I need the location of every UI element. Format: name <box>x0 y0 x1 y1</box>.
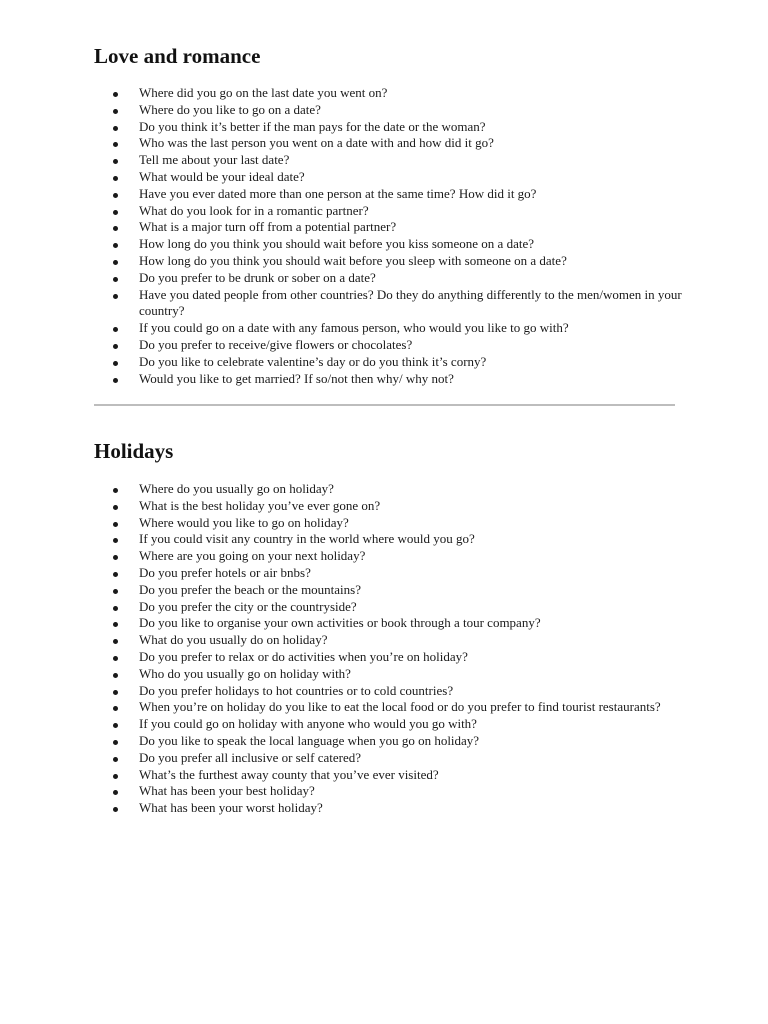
bullet-icon <box>113 656 118 661</box>
list-item <box>94 85 684 102</box>
list-item <box>94 649 684 666</box>
list-item <box>94 186 684 203</box>
list-item <box>94 800 684 817</box>
list-item <box>94 565 684 582</box>
question-text: How long do you think you should wait before you sleep with someone on a date? <box>139 252 567 268</box>
holidays-section <box>94 438 684 817</box>
bullet-icon <box>113 622 118 627</box>
bullet-icon <box>113 740 118 745</box>
question-text: If you could visit any country in the world where would you go? <box>139 531 475 547</box>
question-text: What do you usually do on holiday? <box>139 632 328 648</box>
bullet-icon <box>113 589 118 594</box>
question-text: Do you prefer all inclusive or self catered? <box>139 749 361 765</box>
question-text: Tell me about your last date? <box>139 152 290 168</box>
list-item <box>94 481 684 498</box>
question-text: Where did you go on the last date you went on? <box>139 85 388 100</box>
list-item <box>94 699 684 716</box>
question-text: Do you prefer the city or the countryside? <box>139 598 357 614</box>
question-text: If you could go on holiday with anyone who would you go with? <box>139 716 477 732</box>
list-item <box>94 337 684 354</box>
question-text: What would be your ideal date? <box>139 168 305 184</box>
list-item <box>94 750 684 767</box>
bullet-icon <box>113 126 118 131</box>
question-text: What is a major turn off from a potential partner? <box>139 219 397 235</box>
question-text: Do you prefer to be drunk or sober on a date? <box>139 269 376 285</box>
list-item <box>94 270 684 287</box>
list-item <box>94 320 684 337</box>
question-text: Do you prefer to receive/give flowers or chocolates? <box>139 336 413 352</box>
bullet-icon <box>113 378 118 383</box>
question-text: Would you like to get married? If so/not then why/ why not? <box>139 370 454 386</box>
question-list <box>94 481 684 817</box>
question-text: Do you think it’s better if the man pays for the date or the woman? <box>139 118 486 134</box>
list-item <box>94 733 684 750</box>
section-heading: Love and romance <box>94 44 261 68</box>
bullet-icon <box>113 142 118 147</box>
bullet-icon <box>113 522 118 527</box>
list-item <box>94 515 684 532</box>
list-item <box>94 102 684 119</box>
list-item <box>94 203 684 220</box>
bullet-icon <box>113 639 118 644</box>
bullet-icon <box>113 538 118 543</box>
question-text: When you’re on holiday do you like to eat the local food or do you prefer to find tourist restaurants? <box>139 699 661 715</box>
question-list <box>94 85 684 387</box>
question-text: Where do you like to go on a date? <box>139 101 321 117</box>
bullet-icon <box>113 193 118 198</box>
question-text: What do you look for in a romantic partner? <box>139 202 369 218</box>
bullet-icon <box>113 572 118 577</box>
question-text: How long do you think you should wait before you kiss someone on a date? <box>139 236 534 252</box>
question-text: Where are you going on your next holiday? <box>139 548 366 564</box>
question-text: Have you dated people from other countries? Do they do anything differently to the men/women in your country? <box>139 286 682 319</box>
bullet-icon <box>113 706 118 711</box>
bullet-icon <box>113 505 118 510</box>
list-item <box>94 498 684 515</box>
list-item <box>94 135 684 152</box>
bullet-icon <box>113 757 118 762</box>
bullet-icon <box>113 243 118 248</box>
bullet-icon <box>113 277 118 282</box>
bullet-icon <box>113 109 118 114</box>
bullet-icon <box>113 327 118 332</box>
bullet-icon <box>113 159 118 164</box>
list-item <box>94 371 684 388</box>
bullet-icon <box>113 210 118 215</box>
list-item <box>94 531 684 548</box>
question-text: Do you prefer the beach or the mountains? <box>139 581 362 597</box>
list-item <box>94 119 684 136</box>
bullet-icon <box>113 606 118 611</box>
list-item <box>94 683 684 700</box>
bullet-icon <box>113 344 118 349</box>
bullet-icon <box>113 790 118 795</box>
section-divider <box>94 404 675 406</box>
list-item <box>94 169 684 186</box>
bullet-icon <box>113 92 118 97</box>
question-text: Who do you usually go on holiday with? <box>139 665 351 681</box>
question-text: Do you like to organise your own activities or book through a tour company? <box>139 615 541 631</box>
list-item <box>94 152 684 169</box>
list-item <box>94 354 684 371</box>
bullet-icon <box>113 176 118 181</box>
question-text: Where do you usually go on holiday? <box>139 481 334 496</box>
list-item <box>94 615 684 632</box>
question-text: What has been your worst holiday? <box>139 800 323 816</box>
question-text: What’s the furthest away county that you’ve ever visited? <box>139 766 439 782</box>
question-text: Who was the last person you went on a date with and how did it go? <box>139 135 494 151</box>
question-text: Do you like to celebrate valentine’s day or do you think it’s corny? <box>139 353 487 369</box>
question-text: Where would you like to go on holiday? <box>139 514 349 530</box>
question-text: What has been your best holiday? <box>139 783 315 799</box>
bullet-icon <box>113 361 118 366</box>
section-heading: Holidays <box>94 439 174 463</box>
bullet-icon <box>113 488 118 493</box>
love-and-romance-section <box>94 43 684 387</box>
bullet-icon <box>113 260 118 265</box>
bullet-icon <box>113 723 118 728</box>
list-item <box>94 767 684 784</box>
list-item <box>94 716 684 733</box>
question-text: Do you prefer hotels or air bnbs? <box>139 564 311 580</box>
list-item <box>94 236 684 253</box>
list-item <box>94 219 684 236</box>
bullet-icon <box>113 690 118 695</box>
bullet-icon <box>113 226 118 231</box>
bullet-icon <box>113 673 118 678</box>
list-item <box>94 666 684 683</box>
bullet-icon <box>113 555 118 560</box>
question-text: Do you prefer holidays to hot countries or to cold countries? <box>139 682 454 698</box>
list-item <box>94 548 684 565</box>
bullet-icon <box>113 807 118 812</box>
question-text: Have you ever dated more than one person at the same time? How did it go? <box>139 185 537 201</box>
list-item <box>94 287 684 321</box>
question-text: If you could go on a date with any famous person, who would you like to go with? <box>139 320 569 336</box>
bullet-icon <box>113 294 118 299</box>
list-item <box>94 632 684 649</box>
list-item <box>94 253 684 270</box>
list-item <box>94 599 684 616</box>
list-item <box>94 582 684 599</box>
question-text: Do you prefer to relax or do activities when you’re on holiday? <box>139 648 468 664</box>
question-text: What is the best holiday you’ve ever gone on? <box>139 497 381 513</box>
list-item <box>94 783 684 800</box>
bullet-icon <box>113 774 118 779</box>
question-text: Do you like to speak the local language when you go on holiday? <box>139 732 480 748</box>
